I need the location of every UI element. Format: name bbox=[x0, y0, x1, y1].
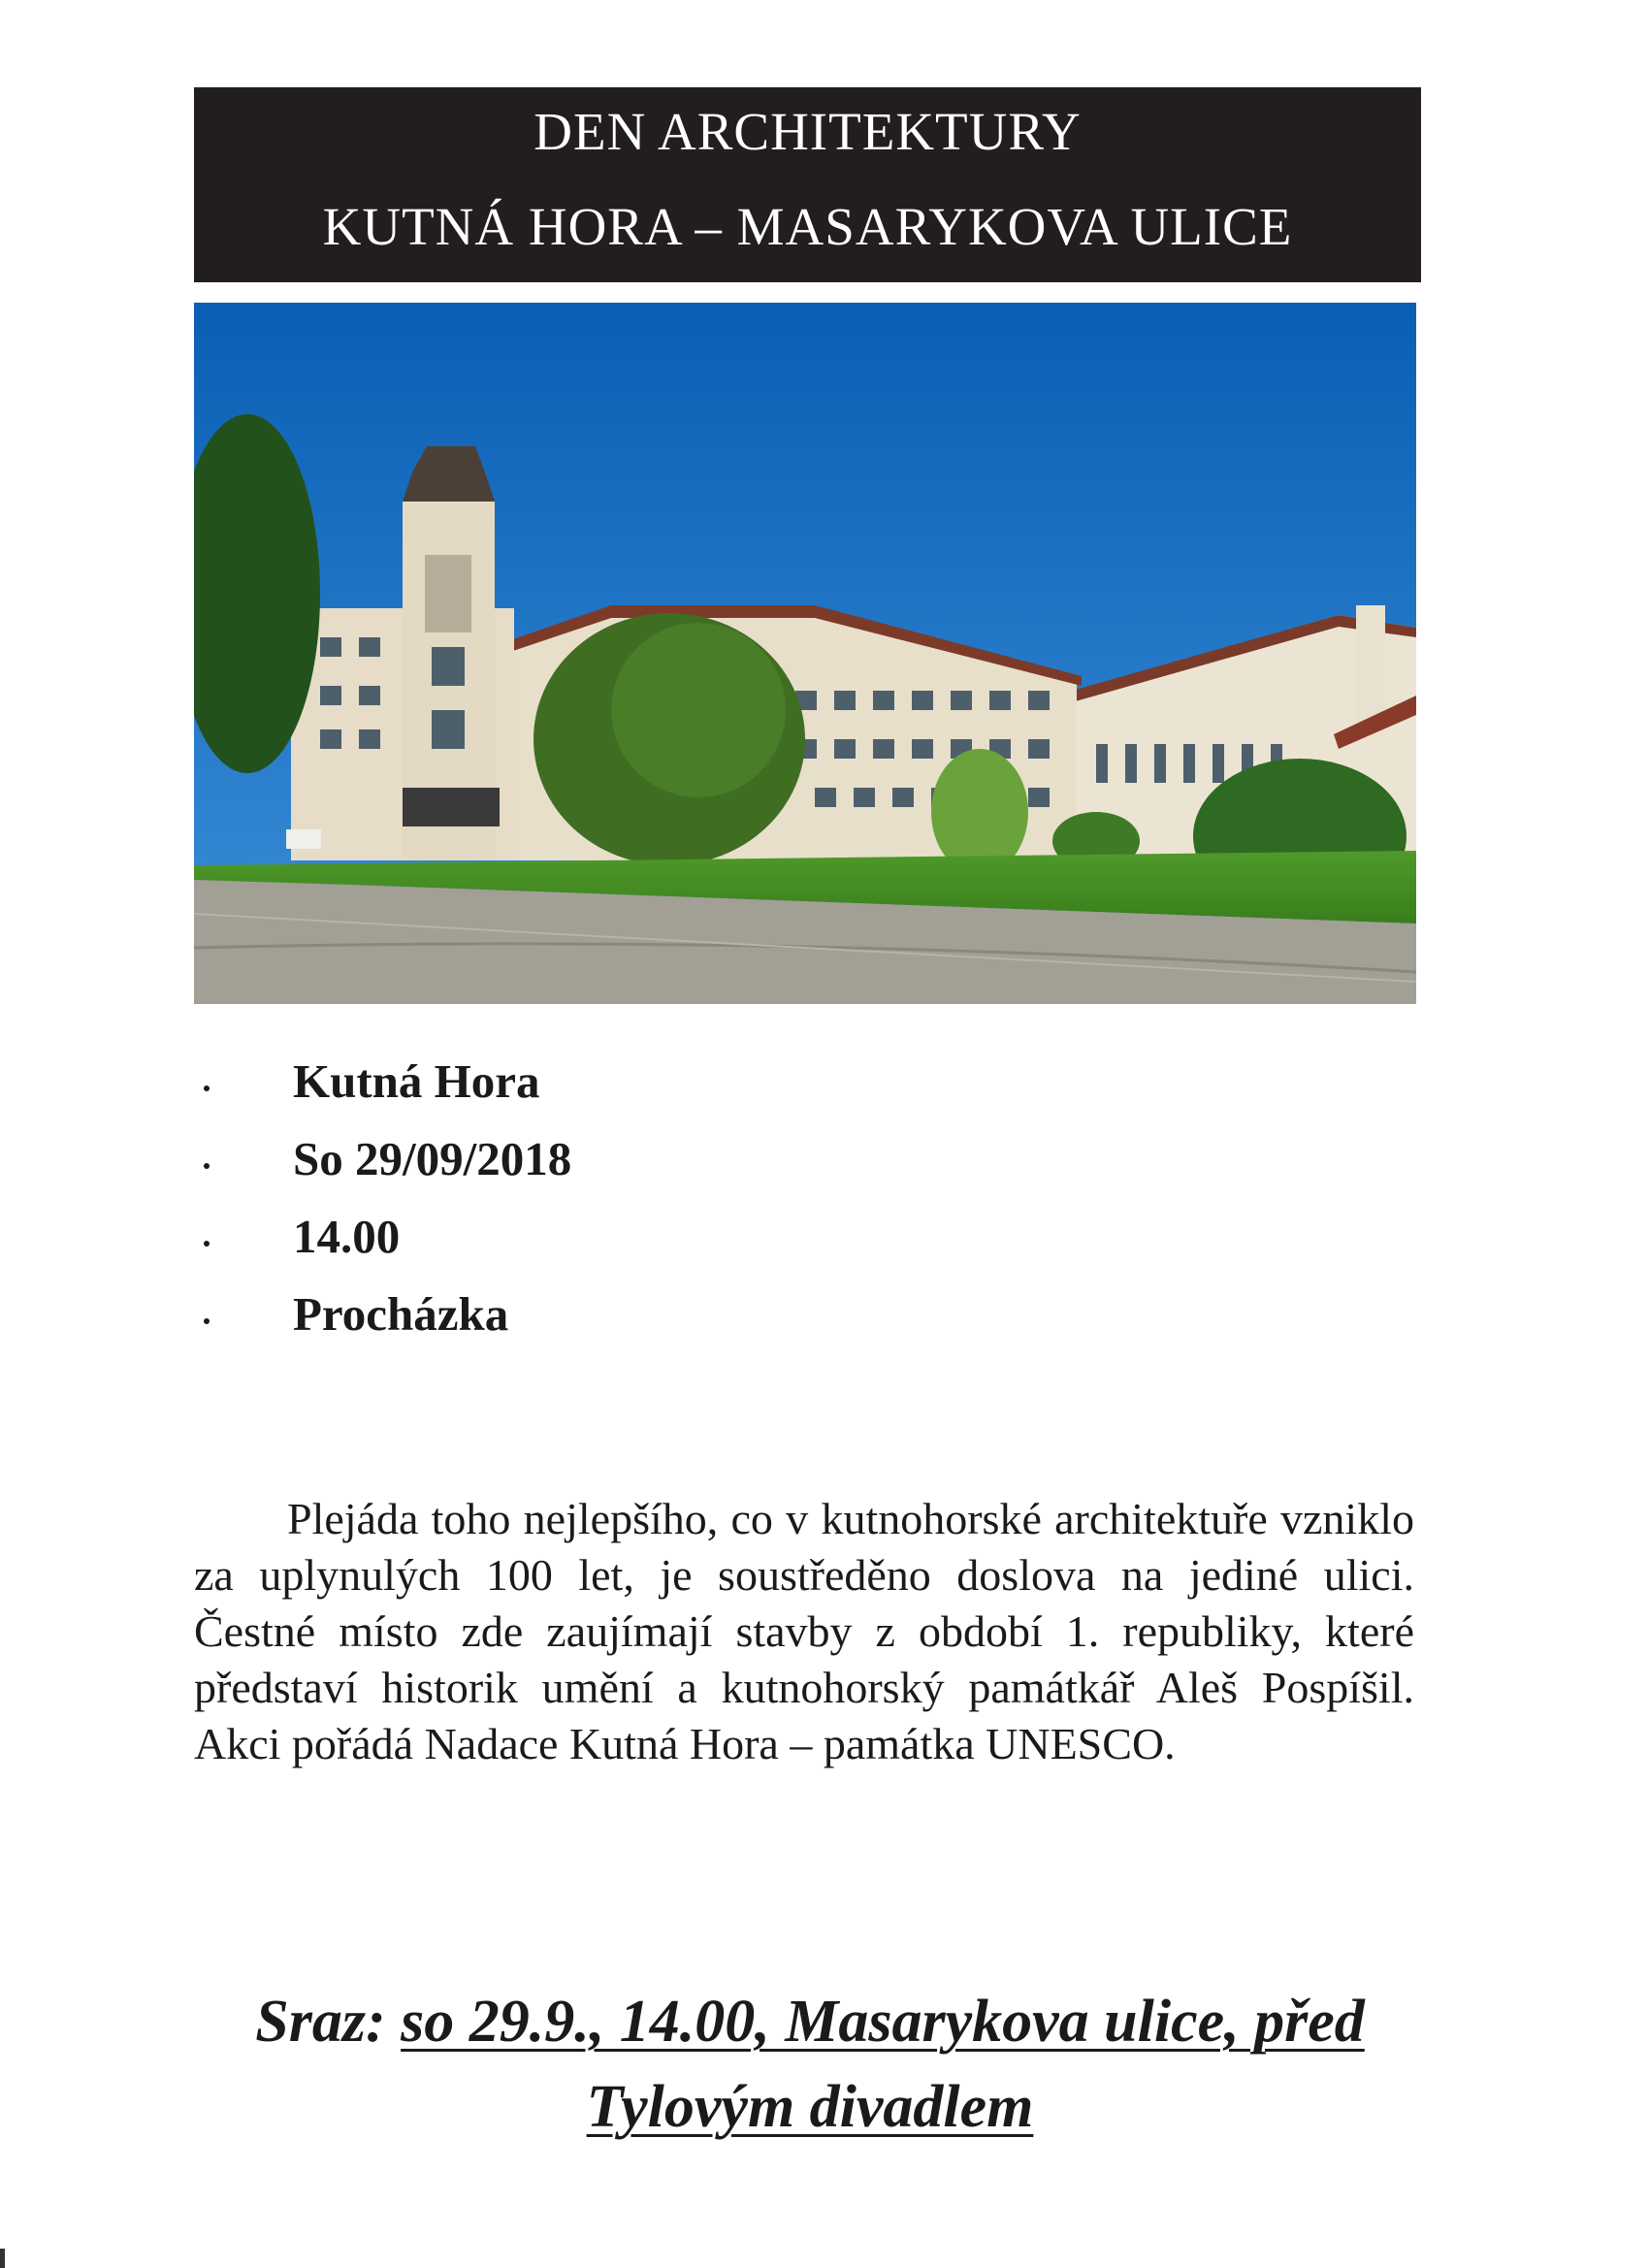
fact-time bbox=[194, 1198, 1164, 1276]
building-photo bbox=[194, 303, 1416, 1004]
bullet-icon bbox=[204, 1163, 210, 1169]
fact-time-text: 14.00 bbox=[293, 1210, 401, 1263]
building-photo-illustration bbox=[194, 303, 1416, 1004]
fact-date-text: So 29/09/2018 bbox=[293, 1132, 572, 1185]
meeting-point bbox=[194, 1979, 1426, 2150]
banner-title: DEN ARCHITEKTURY bbox=[534, 102, 1082, 161]
fact-place bbox=[194, 1043, 1164, 1120]
bullet-icon bbox=[204, 1085, 210, 1091]
title-banner bbox=[194, 87, 1421, 282]
bullet-icon bbox=[204, 1318, 210, 1324]
meeting-details: so 29.9., 14.00, Masarykova ulice, před Tylovým divadlem bbox=[401, 1989, 1365, 2140]
event-facts-list bbox=[194, 1043, 1164, 1353]
scan-edge-mark bbox=[0, 2249, 5, 2268]
fact-date bbox=[194, 1120, 1164, 1198]
meeting-label: Sraz: bbox=[255, 1989, 386, 2055]
fact-place-text: Kutná Hora bbox=[293, 1054, 540, 1108]
banner-subtitle: KUTNÁ HORA – MASARYKOVA ULICE bbox=[322, 197, 1293, 256]
event-description: Plejáda toho nejlepšího, co v kutnohorské architektuře vzniklo za uplynulých 100 let, je soustředěno doslova na jediné ulici. Čestné místo zde zaujímají stavby z období 1. republiky, které představí historik umění a kutnohorský památkář Aleš Pospíšil. Akci pořádá Nadace Kutná Hora – památka UNESCO. bbox=[194, 1494, 1414, 1768]
fact-type-text: Procházka bbox=[293, 1287, 509, 1341]
fact-type bbox=[194, 1276, 1164, 1353]
bullet-icon bbox=[204, 1241, 210, 1247]
